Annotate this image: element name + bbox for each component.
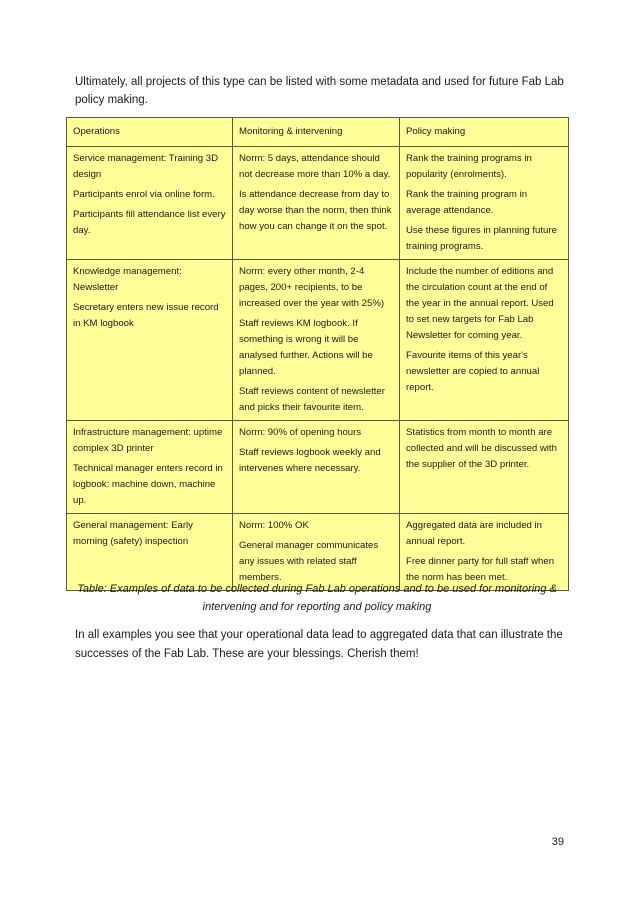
table-cell (67, 260, 233, 421)
cell-text: Staff reviews content of newsletter and picks their favourite item. (239, 386, 385, 413)
intro-paragraph: Ultimately, all projects of this type can be listed with some metadata and used for future Fab Lab policy making. (75, 76, 564, 106)
cell-text: Technical manager enters record in logbook: machine down, machine up. (73, 463, 223, 506)
cell-text: Aggregated data are included in annual report. (406, 520, 543, 547)
cell-text: Infrastructure management: uptime complex 3D printer (73, 427, 223, 454)
table-caption: Table: Examples of data to be collected during Fab Lab operations and to be used for monitoring & intervening and for reporting and policy making (77, 583, 557, 613)
cell-text: Free dinner party for full staff when the norm has been met. (406, 556, 555, 583)
table-cell (400, 147, 569, 260)
cell-text: Norm: 90% of opening hours (239, 427, 362, 438)
table-header-row (67, 118, 569, 147)
table-cell (67, 514, 233, 591)
cell-text: Use these figures in planning future training programs. (406, 225, 557, 252)
table-cell (400, 514, 569, 591)
cell-text: Staff reviews KM logbook. If something is wrong it will be analysed further. Actions will be planned. (239, 318, 373, 377)
cell-text: Norm: 5 days, attendance should not decrease more than 10% a day. (239, 153, 391, 180)
cell-text: Service management: Training 3D design (73, 153, 219, 180)
page-number: 39 (551, 836, 564, 848)
cell-text: Rank the training programs in popularity (enrolments). (406, 153, 532, 180)
cell-text: Participants fill attendance list every day. (73, 209, 226, 236)
table-row (67, 421, 569, 514)
cell-text: Staff reviews logbook weekly and intervenes where necessary. (239, 447, 381, 474)
table-cell (233, 147, 400, 260)
cell-text: Is attendance decrease from day to day worse than the norm, then think how you can change it on the spot. (239, 189, 392, 232)
table-row (67, 514, 569, 591)
operations-table (66, 117, 569, 591)
column-header-policy: Policy making (400, 118, 569, 147)
closing-paragraph: In all examples you see that your operational data lead to aggregated data that can illustrate the successes of the Fab Lab. These are your blessings. Cherish them! (75, 629, 563, 660)
table-cell (400, 260, 569, 421)
column-header-operations: Operations (67, 118, 233, 147)
table-cell (233, 260, 400, 421)
table-cell (233, 421, 400, 514)
cell-text: Secretary enters new issue record in KM logbook (73, 302, 219, 329)
table-row (67, 147, 569, 260)
cell-text: Knowledge management: Newsletter (73, 266, 182, 293)
table-cell (400, 421, 569, 514)
cell-text: Norm: 100% OK (239, 520, 309, 531)
cell-text: Favourite items of this year's newsletter are copied to annual report. (406, 350, 540, 393)
cell-text: Include the number of editions and the circulation count at the end of the year in the annual report. Used to set new targets for Fab Lab Newsletter for coming year. (406, 266, 554, 341)
table-cell (67, 147, 233, 260)
table-row (67, 260, 569, 421)
column-header-monitoring: Monitoring & intervening (233, 118, 400, 147)
table-cell (67, 421, 233, 514)
cell-text: Rank the training program in average attendance. (406, 189, 528, 216)
cell-text: Statistics from month to month are collected and will be discussed with the supplier of the 3D printer. (406, 427, 557, 470)
cell-text: Participants enrol via online form. (73, 189, 215, 200)
table-cell (233, 514, 400, 591)
cell-text: Norm: every other month, 2-4 pages, 200+ recipients, to be increased over the year with 25%) (239, 266, 385, 309)
cell-text: General management: Early morning (safety) inspection (73, 520, 193, 547)
cell-text: General manager communicates any issues with related staff members. (239, 540, 379, 583)
